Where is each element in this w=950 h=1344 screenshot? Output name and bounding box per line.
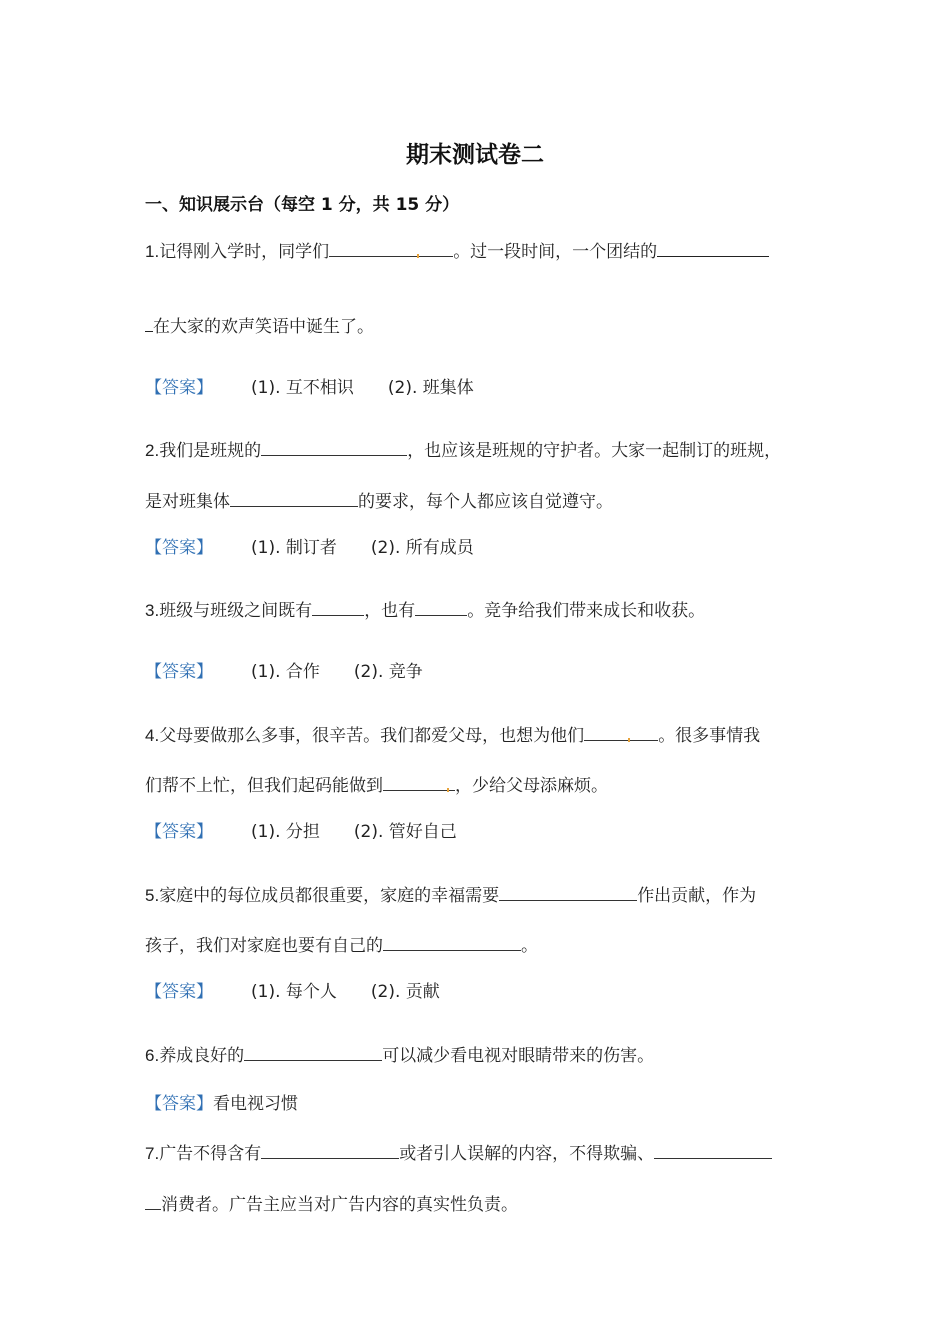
answer-item: (2). 所有成员 bbox=[370, 538, 474, 558]
answer-blank bbox=[145, 313, 153, 332]
answer-item: 看电视习惯 bbox=[213, 1094, 298, 1114]
answer-blank bbox=[261, 437, 407, 456]
question-text: 消费者。广告主应当对广告内容的真实性负责。 bbox=[161, 1195, 518, 1215]
answer-label: 【答案】 bbox=[145, 378, 213, 398]
answer-blank bbox=[383, 772, 455, 791]
question-text: ，少给父母添麻烦。 bbox=[455, 776, 608, 796]
question-6-line-1 bbox=[145, 1042, 654, 1068]
question-7-line-2 bbox=[145, 1191, 518, 1217]
answer-blank bbox=[499, 882, 637, 901]
answer-item: (1). 分担 bbox=[251, 822, 320, 842]
question-text: 或者引人误解的内容，不得欺骗、 bbox=[399, 1144, 655, 1164]
answer-blank bbox=[657, 238, 769, 257]
question-number: 7. bbox=[145, 1144, 160, 1163]
answer-blank bbox=[145, 1191, 161, 1210]
question-5-line-2 bbox=[145, 932, 538, 958]
question-number: 2. bbox=[145, 441, 160, 460]
answer-5 bbox=[145, 980, 440, 1004]
question-text: 可以减少看电视对眼睛带来的伤害。 bbox=[382, 1046, 655, 1066]
question-1-line-2 bbox=[145, 313, 374, 339]
question-3-line-1 bbox=[145, 597, 705, 623]
question-2-line-2 bbox=[145, 488, 613, 514]
answer-6 bbox=[145, 1092, 298, 1116]
answer-blank bbox=[230, 488, 358, 507]
question-text: 作出贡献，作为 bbox=[637, 886, 757, 906]
answer-item: (1). 制订者 bbox=[251, 538, 337, 558]
question-text: ，也应该是班规的守护者。大家一起制订的班规， bbox=[407, 441, 782, 461]
question-text: 。竞争给我们带来成长和收获。 bbox=[467, 601, 706, 621]
answer-blank bbox=[415, 597, 467, 616]
answer-item: (2). 竞争 bbox=[353, 662, 423, 682]
page-title: 期末测试卷二 bbox=[406, 142, 544, 168]
question-text: 。很多事情我 bbox=[658, 726, 761, 746]
answer-label: 【答案】 bbox=[145, 662, 213, 682]
question-text: 。过一段时间，一个团结的 bbox=[453, 242, 658, 262]
answer-label: 【答案】 bbox=[145, 822, 213, 842]
question-text: 家庭中的每位成员都很重要，家庭的幸福需要 bbox=[159, 886, 500, 906]
question-number: 4. bbox=[145, 726, 160, 745]
answer-blank bbox=[261, 1140, 399, 1159]
question-text: 养成良好的 bbox=[159, 1046, 245, 1066]
question-text: ，也有 bbox=[364, 601, 416, 621]
section-heading: 一、知识展示台（每空 1 分，共 15 分） bbox=[145, 195, 460, 215]
question-number: 6. bbox=[145, 1046, 160, 1065]
answer-blank bbox=[584, 722, 658, 741]
answer-item: (2). 管好自己 bbox=[353, 822, 457, 842]
answer-4 bbox=[145, 820, 457, 844]
question-text: 班级与班级之间既有 bbox=[159, 601, 313, 621]
answer-item: (1). 合作 bbox=[251, 662, 320, 682]
question-number: 5. bbox=[145, 886, 160, 905]
answer-3 bbox=[145, 660, 423, 684]
question-text: 是对班集体 bbox=[145, 492, 230, 512]
answer-label: 【答案】 bbox=[145, 982, 213, 1002]
answer-item: (1). 互不相识 bbox=[251, 378, 354, 398]
answer-item: (2). 班集体 bbox=[387, 378, 474, 398]
question-text: 我们是班规的 bbox=[159, 441, 262, 461]
edit-mark bbox=[447, 788, 449, 792]
question-2-line-1 bbox=[145, 437, 781, 463]
question-text: 的要求，每个人都应该自觉遵守。 bbox=[358, 492, 613, 512]
answer-label: 【答案】 bbox=[145, 1094, 213, 1114]
edit-mark bbox=[628, 738, 630, 742]
question-text: 父母要做那么多事，很辛苦。我们都爱父母，也想为他们 bbox=[159, 726, 585, 746]
question-text: 在大家的欢声笑语中诞生了。 bbox=[153, 317, 374, 337]
answer-1 bbox=[145, 376, 474, 400]
question-text: 。 bbox=[521, 936, 538, 956]
answer-blank bbox=[329, 238, 453, 257]
question-text: 孩子，我们对家庭也要有自己的 bbox=[145, 936, 383, 956]
question-text: 记得刚入学时，同学们 bbox=[159, 242, 330, 262]
question-4-line-1 bbox=[145, 722, 760, 748]
answer-blank bbox=[244, 1042, 382, 1061]
answer-item: (1). 每个人 bbox=[251, 982, 337, 1002]
question-number: 3. bbox=[145, 601, 160, 620]
question-7-line-1 bbox=[145, 1140, 772, 1166]
answer-blank bbox=[383, 932, 521, 951]
question-4-line-2 bbox=[145, 772, 608, 798]
question-1-line-1 bbox=[145, 238, 769, 264]
question-text: 广告不得含有 bbox=[159, 1144, 262, 1164]
answer-blank bbox=[312, 597, 364, 616]
answer-item: (2). 贡献 bbox=[370, 982, 440, 1002]
edit-mark bbox=[417, 254, 419, 258]
answer-label: 【答案】 bbox=[145, 538, 213, 558]
question-number: 1. bbox=[145, 242, 160, 261]
answer-blank bbox=[654, 1140, 772, 1159]
answer-2 bbox=[145, 536, 474, 560]
question-5-line-1 bbox=[145, 882, 756, 908]
question-text: 们帮不上忙，但我们起码能做到 bbox=[145, 776, 383, 796]
